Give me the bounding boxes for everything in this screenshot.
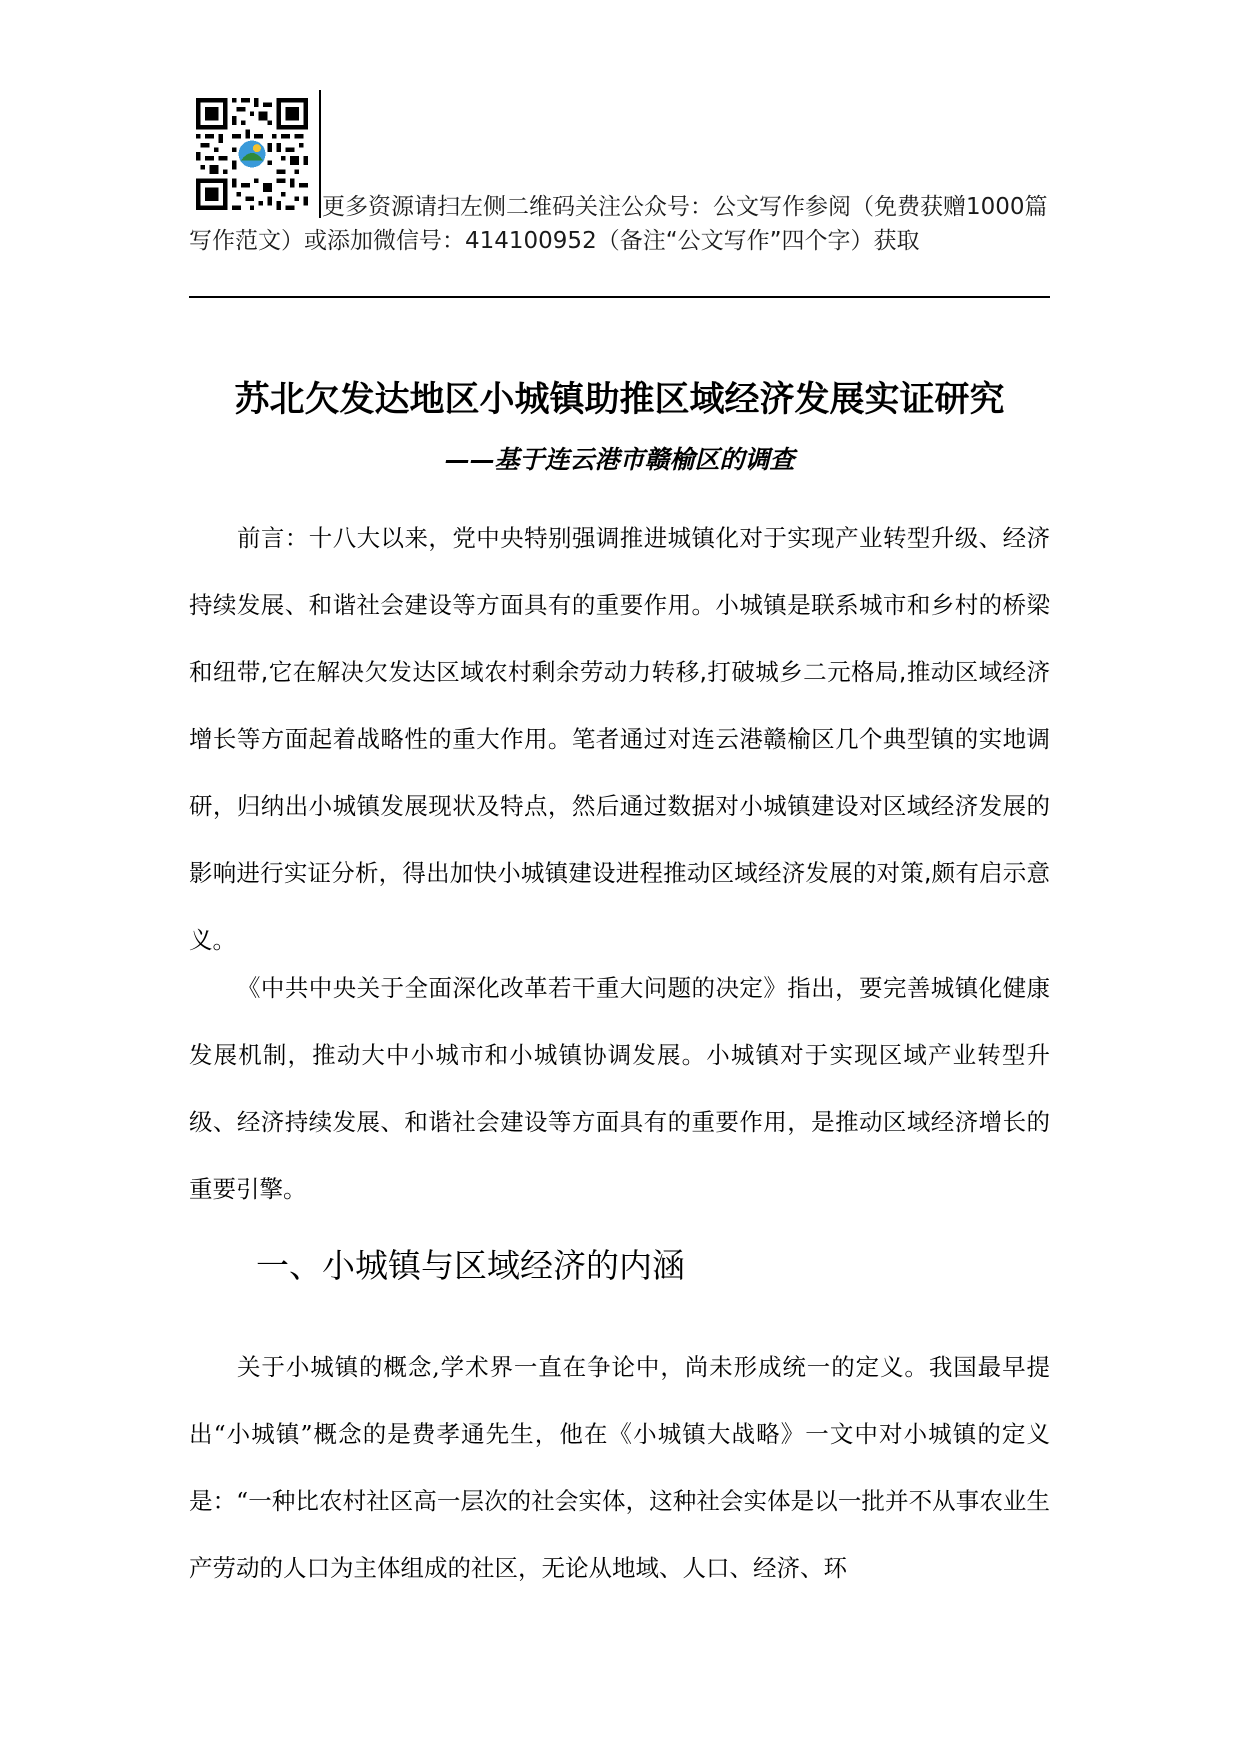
header-rule bbox=[189, 296, 1050, 298]
document-subtitle: ——基于连云港市赣榆区的调查 bbox=[444, 445, 795, 474]
document-title: 苏北欠发达地区小城镇助推区域经济发展实证研究 bbox=[234, 379, 1005, 420]
preface-paragraph: 前言：十八大以来，党中央特别强调推进城镇化对于实现产业转型升级、经济持续发展、和谐社会建设等方面具有的重要作用。小城镇是联系城市和乡村的桥梁和纽带,它在解决欠发达区域农村剩余劳动力转移,打破城乡二元格局,推动区域经济增长等方面起着战略性的重大作用。笔者通过对连云港赣榆区几个典型镇的实地调研，归纳出小城镇发展现状及特点，然后通过数据对小城镇建设对区域经济发展的影响进行实证分析，得出加快小城镇建设进程推动区域经济发展的对策,颇有启示意义。 bbox=[189, 524, 1050, 954]
header-note: 更多资源请扫左侧二维码关注公众号：公文写作参阅（免费获赠1000篇写作范文）或添加微信号：414100952（备注“公文写作”四个字）获取 bbox=[189, 194, 1048, 254]
intro-paragraph: 《中共中央关于全面深化改革若干重大问题的决定》指出，要完善城镇化健康发展机制，推动大中小城市和小城镇协调发展。小城镇对于实现区域产业转型升级、经济持续发展、和谐社会建设等方面具有的重要作用，是推动区域经济增长的重要引擎。 bbox=[189, 974, 1050, 1203]
section-paragraph: 关于小城镇的概念,学术界一直在争论中，尚未形成统一的定义。我国最早提出“小城镇”概念的是费孝通先生，他在《小城镇大战略》一文中对小城镇的定义是：“一种比农村社区高一层次的社会实体，这种社会实体是以一批并不从事农业生产劳动的人口为主体组成的社区，无论从地域、人口、经济、环 bbox=[189, 1353, 1050, 1582]
section-heading: 一、小城镇与区域经济的内涵 bbox=[256, 1246, 685, 1285]
